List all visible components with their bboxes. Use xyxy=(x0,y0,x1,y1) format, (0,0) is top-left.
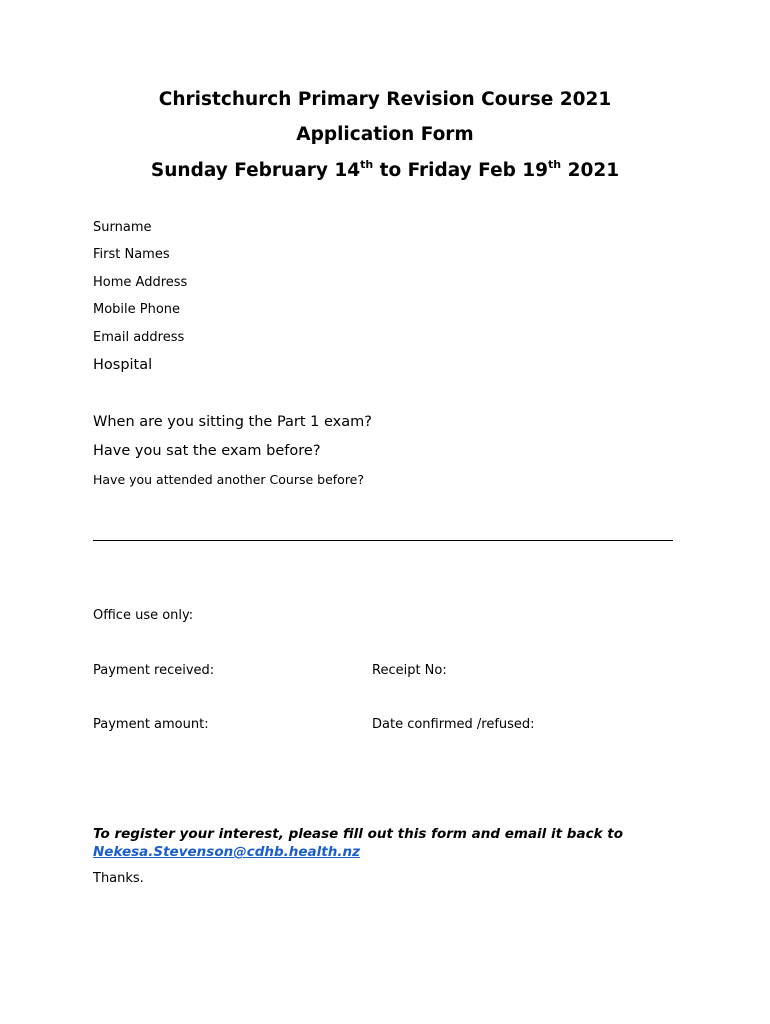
payment-received-label: Payment received: xyxy=(93,663,215,678)
payment-amount-label: Payment amount: xyxy=(93,717,209,732)
register-text: To register your interest, please fill out this form and email it back to xyxy=(93,826,623,842)
application-form-heading: Application Form xyxy=(296,124,474,145)
register-instructions xyxy=(93,825,623,861)
mobile-phone-label: Mobile Phone xyxy=(93,302,181,317)
dates-suffix: 2021 xyxy=(561,160,620,182)
course-before-question: Have you attended another Course before? xyxy=(93,472,365,487)
surname-label: Surname xyxy=(93,220,152,235)
exam-before-question: Have you sat the exam before? xyxy=(93,443,321,459)
course-title: Christchurch Primary Revision Course 2021 xyxy=(158,89,612,110)
form-separator-line xyxy=(93,540,673,541)
contact-email-link[interactable]: Nekesa.Stevenson@cdhb.health.nz xyxy=(93,844,360,860)
date-confirmed-label: Date confirmed /refused: xyxy=(372,717,535,732)
form-title xyxy=(0,89,770,110)
receipt-no-label: Receipt No: xyxy=(372,663,447,678)
dates-middle: to Friday Feb 19 xyxy=(373,160,549,182)
thanks-text: Thanks. xyxy=(93,871,144,886)
office-use-heading: Office use only: xyxy=(93,608,194,623)
dates-prefix: Sunday February 14 xyxy=(150,160,361,182)
first-names-label: First Names xyxy=(93,247,170,262)
email-address-label: Email address xyxy=(93,330,185,345)
dates-sup-1: th xyxy=(360,158,374,171)
home-address-label: Home Address xyxy=(93,275,188,290)
course-dates xyxy=(0,159,770,181)
dates-sup-2: th xyxy=(548,158,562,171)
form-subtitle xyxy=(0,124,770,145)
hospital-label: Hospital xyxy=(93,357,153,373)
exam-when-question: When are you sitting the Part 1 exam? xyxy=(93,414,372,430)
